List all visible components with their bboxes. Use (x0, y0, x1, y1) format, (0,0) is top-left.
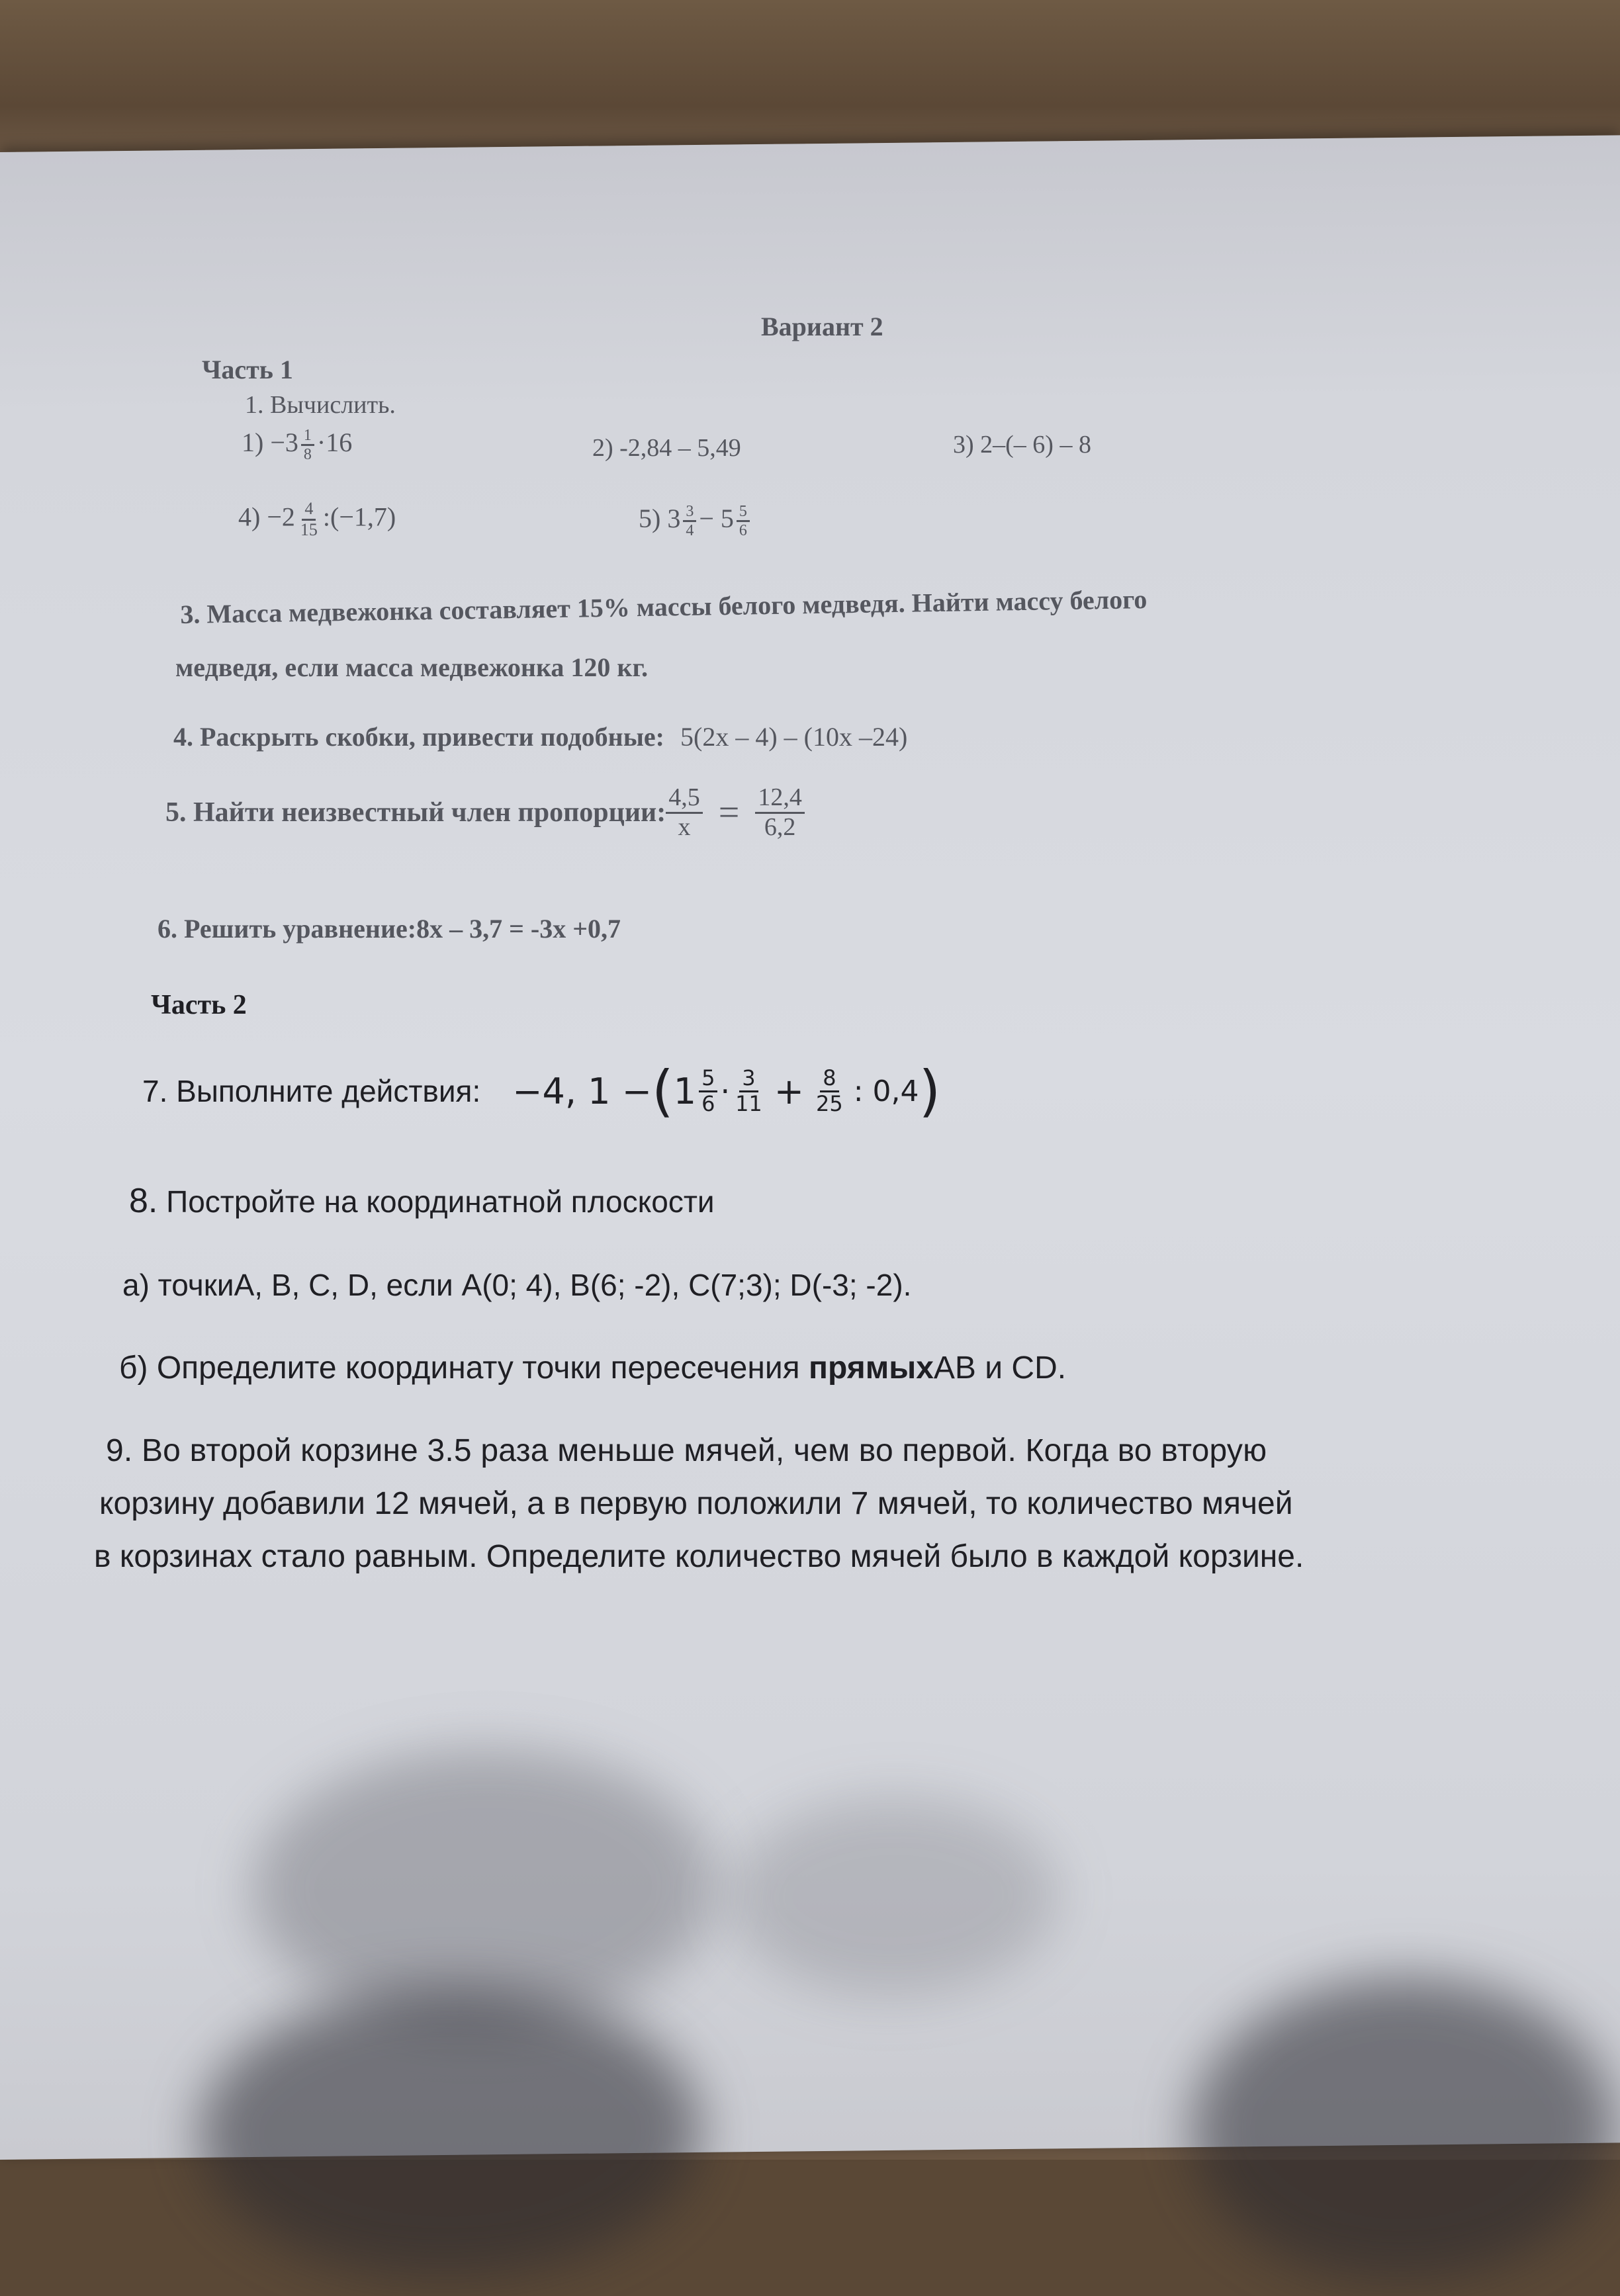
task6: 6. Решить уравнение:8х – 3,7 = -3х +0,7 (158, 914, 621, 944)
task1-item-5-middle: − 5 (699, 504, 734, 534)
task1-item-1-suffix: ·16 (316, 427, 353, 458)
fraction-numerator: 3 (739, 1067, 758, 1092)
fraction (666, 784, 703, 842)
task1-item-1-prefix: 1) −3 (242, 427, 298, 458)
fraction (699, 1067, 717, 1115)
task7 (142, 1059, 940, 1124)
plus-operator: + (774, 1070, 805, 1112)
task7-whole: 1 (673, 1070, 697, 1112)
task8-b-prefix: б) Определите координату точки пересечения (119, 1350, 809, 1386)
fraction-numerator: 1 (301, 427, 314, 446)
fraction (737, 503, 750, 540)
task3-line-2: медведя, если масса медвежонка 120 кг. (175, 652, 649, 682)
fraction-numerator: 5 (737, 503, 750, 522)
fraction (755, 784, 805, 842)
task8-text: Постройте на координатной плоскости (166, 1184, 715, 1219)
fraction-denominator: 6 (739, 522, 747, 540)
task8-number: 8. (129, 1182, 158, 1220)
task1-item-1 (242, 427, 352, 464)
task1-item-4-prefix: 4) −2 (238, 502, 295, 532)
task8-b (119, 1350, 1066, 1386)
task9-line-1: 9. Во второй корзине 3.5 раза меньше мячей, чем во первой. Когда во вторую (106, 1433, 1267, 1468)
fraction-numerator: 4,5 (666, 784, 703, 814)
toner-smudge (199, 1984, 701, 2281)
task1-item-2: 2) -2,84 – 5,49 (592, 434, 741, 462)
fraction-denominator: 6 (701, 1090, 715, 1116)
task1-item-4-suffix: :(−1,7) (322, 502, 396, 532)
task1-item-5-prefix: 5) 3 (639, 504, 681, 534)
task3-line-1: 3. Масса медвежонка составляет 15% массы белого медведя. Найти массу белого (180, 584, 1148, 629)
task4 (173, 721, 907, 752)
fraction-denominator: 8 (303, 446, 312, 464)
task8-b-suffix: АВ и СD. (933, 1350, 1067, 1386)
task1-item-5 (639, 503, 752, 540)
task7-tail: : 0,4 (853, 1074, 919, 1108)
toner-smudge (251, 1746, 715, 2029)
variant-title: Вариант 2 (761, 312, 883, 341)
fraction-denominator: 6,2 (764, 813, 796, 841)
fraction (683, 503, 696, 540)
fraction-numerator: 5 (699, 1067, 717, 1092)
toner-smudge (1191, 1974, 1615, 2283)
fraction (301, 427, 314, 464)
task4-expression: 5(2х – 4) – (10х –24) (680, 722, 908, 752)
fraction-denominator: 4 (686, 522, 694, 540)
open-paren: ( (651, 1059, 674, 1124)
fraction-denominator: х (678, 813, 691, 841)
fraction-denominator: 11 (735, 1090, 762, 1116)
task1-item-4 (238, 500, 396, 539)
fraction-numerator: 12,4 (755, 784, 805, 814)
fraction (813, 1067, 846, 1115)
task7-text: 7. Выполните действия: (142, 1074, 481, 1108)
task8-b-bold: прямых (809, 1350, 934, 1386)
toner-smudge (728, 1795, 1059, 1997)
task8-a: а) точкиА, В, С, D, если А(0; 4), В(6; -2), С(7;3); D(-3; -2). (122, 1268, 912, 1302)
task9-line-2: корзину добавили 12 мячей, а в первую положили 7 мячей, то количество мячей (99, 1486, 1293, 1521)
fraction-numerator: 4 (302, 500, 316, 521)
part1-heading: Часть 1 (202, 355, 293, 384)
task4-text: 4. Раскрыть скобки, привести подобные: (173, 722, 664, 752)
equals-sign: = (718, 792, 740, 834)
close-paren: ) (919, 1059, 941, 1124)
fraction-denominator: 15 (300, 519, 318, 539)
task8-heading (129, 1181, 715, 1221)
fraction-numerator: 3 (683, 503, 696, 522)
task7-lead: −4, 1 − (512, 1070, 652, 1112)
task5 (165, 784, 807, 842)
part2-heading: Часть 2 (151, 990, 247, 1020)
fraction (733, 1067, 765, 1115)
fraction (298, 500, 320, 539)
task1-label: 1. Вычислить. (245, 391, 396, 419)
task9-line-3: в корзинах стало равным. Определите количество мячей было в каждой корзине. (94, 1539, 1304, 1574)
fraction-denominator: 25 (816, 1090, 843, 1116)
task5-text: 5. Найти неизвестный член пропорции: (165, 797, 666, 828)
dot-operator: · (720, 1073, 731, 1109)
task1-item-3: 3) 2–(– 6) – 8 (953, 431, 1091, 459)
fraction-numerator: 8 (820, 1067, 838, 1092)
